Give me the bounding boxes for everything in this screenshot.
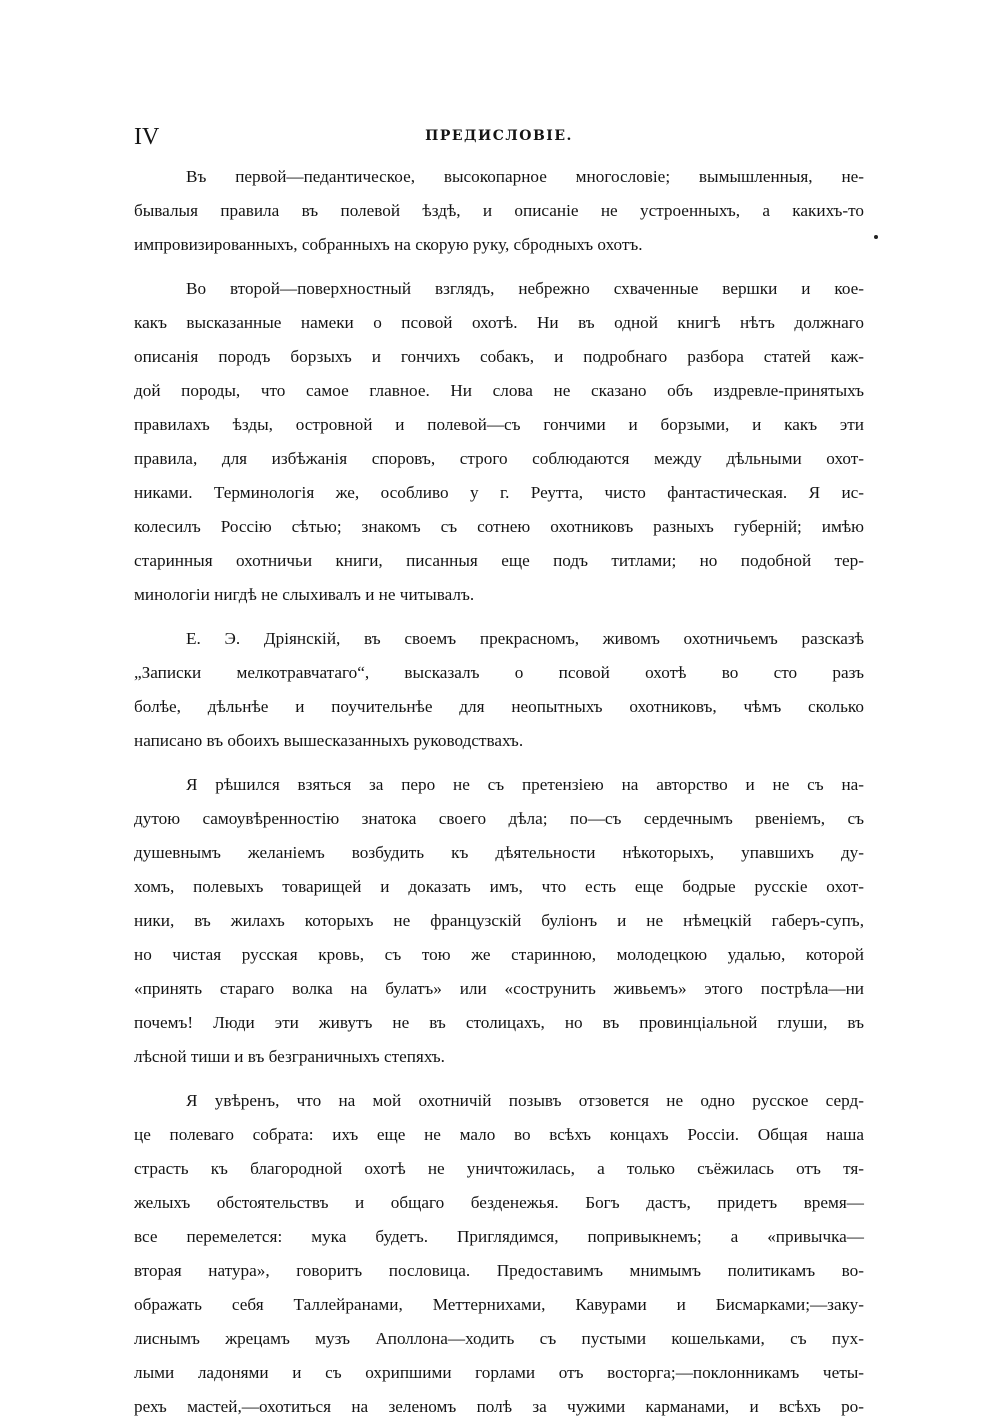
paragraph: [134, 160, 864, 262]
running-title: ПРЕДИСЛОВІЕ.: [425, 128, 573, 144]
text-line: все перемелется: мука будетъ. Приглядимся, попривыкнемъ; а «привычка—: [134, 1227, 864, 1246]
text-line: болѣе, дѣльнѣе и поучительнѣе для неопытныхъ охотниковъ, чѣмъ сколько: [134, 697, 864, 716]
page-number: IV: [134, 124, 160, 150]
text-line: лиснымъ жрецамъ музъ Аполлона—ходить съ пустыми кошельками, съ пух-: [134, 1329, 864, 1348]
paragraph: [134, 272, 864, 612]
text-line: це полеваго собрата: ихъ еще не мало во всѣхъ концахъ Россіи. Общая наша: [134, 1125, 864, 1144]
text-line: вторая натура», говоритъ пословица. Предоставимъ мнимымъ политикамъ во-: [134, 1261, 864, 1280]
text-line: минологіи нигдѣ не слыхивалъ и не читывалъ.: [134, 585, 475, 604]
text-line: Я увѣренъ, что на мой охотничій позывъ отзовется не одно русское серд-: [186, 1091, 864, 1110]
text-line: „Записки мелкотравчатаго“, высказалъ о псовой охотѣ во сто разъ: [134, 663, 864, 682]
paragraph: [134, 622, 864, 758]
text-line: Въ первой—педантическое, высокопарное многословіе; вымышленныя, не-: [186, 167, 864, 186]
text-line: бывалыя правила въ полевой ѣздѣ, и описаніе не устроенныхъ, а какихъ-то: [134, 201, 864, 220]
paragraph: [134, 1084, 864, 1424]
page-header: [134, 124, 864, 158]
text-line: старинныя охотничьи книги, писанныя еще подъ титлами; но подобной тер-: [134, 551, 864, 570]
text-line: рехъ мастей,—охотиться на зеленомъ полѣ за чужими карманами, и всѣхъ ро-: [134, 1397, 864, 1416]
text-line: душевнымъ желаніемъ возбудить къ дѣятельности нѣкоторыхъ, упавшихъ ду-: [134, 843, 864, 862]
text-line: правила, для избѣжанія споровъ, строго соблюдаются между дѣльными охот-: [134, 449, 864, 468]
text-line: описанія породъ борзыхъ и гончихъ собакъ, и подробнаго разбора статей каж-: [134, 347, 864, 366]
text-line: но чистая русская кровь, съ тою же старинною, молодецкою удалью, которой: [134, 945, 864, 964]
text-line: Е. Э. Дріянскій, въ своемъ прекрасномъ, живомъ охотничьемъ разсказѣ: [186, 629, 864, 648]
text-line: дутою самоувѣренностію знатока своего дѣла; по—съ сердечнымъ рвеніемъ, съ: [134, 809, 864, 828]
text-line: написано въ обоихъ вышесказанныхъ руководствахъ.: [134, 731, 524, 750]
text-line: желыхъ обстоятельствъ и общаго безденежья. Богъ дастъ, придетъ время—: [134, 1193, 864, 1212]
text-line: почемъ! Люди эти живутъ не въ столицахъ, но въ провинціальной глуши, въ: [134, 1013, 864, 1032]
page-body: [134, 160, 864, 1424]
text-line: правилахъ ѣзды, островной и полевой—съ гончими и борзыми, и какъ эти: [134, 415, 864, 434]
text-line: Во второй—поверхностный взглядъ, небрежно схваченные вершки и кое-: [186, 279, 864, 298]
text-line: лѣсной тиши и въ безграничныхъ степяхъ.: [134, 1047, 445, 1066]
ink-speck: [874, 235, 878, 239]
text-line: дой породы, что самое главное. Ни слова не сказано объ издревле-принятыхъ: [134, 381, 864, 400]
text-line: хомъ, полевыхъ товарищей и доказать имъ, что есть еще бодрые русскіе охот-: [134, 877, 864, 896]
text-line: Я рѣшился взяться за перо не съ претензіею на авторство и не съ на-: [186, 775, 864, 794]
paragraph: [134, 768, 864, 1074]
text-line: какъ высказанные намеки о псовой охотѣ. Ни въ одной книгѣ нѣтъ должнаго: [134, 313, 864, 332]
text-line: колесилъ Россію сѣтью; знакомъ съ сотнею охотниковъ разныхъ губерній; имѣю: [134, 517, 864, 536]
text-line: импровизированныхъ, собранныхъ на скорую руку, сбродныхъ охотъ.: [134, 235, 643, 254]
text-line: лыми ладонями и съ охрипшими горлами отъ восторга;—поклонникамъ четы-: [134, 1363, 864, 1382]
text-line: «принять стараго волка на булатъ» или «сострунить живьемъ» этого пострѣла—ни: [134, 979, 864, 998]
text-line: никами. Терминологія же, особливо у г. Реутта, чисто фантастическая. Я ис-: [134, 483, 864, 502]
text-line: ображать себя Таллейранами, Меттернихами, Кавурами и Бисмарками;—заку-: [134, 1295, 864, 1314]
text-line: страсть къ благородной охотѣ не уничтожилась, а только съёжилась отъ тя-: [134, 1159, 864, 1178]
text-line: ники, въ жилахъ которыхъ не французскій буліонъ и не нѣмецкій габеръ-супъ,: [134, 911, 864, 930]
